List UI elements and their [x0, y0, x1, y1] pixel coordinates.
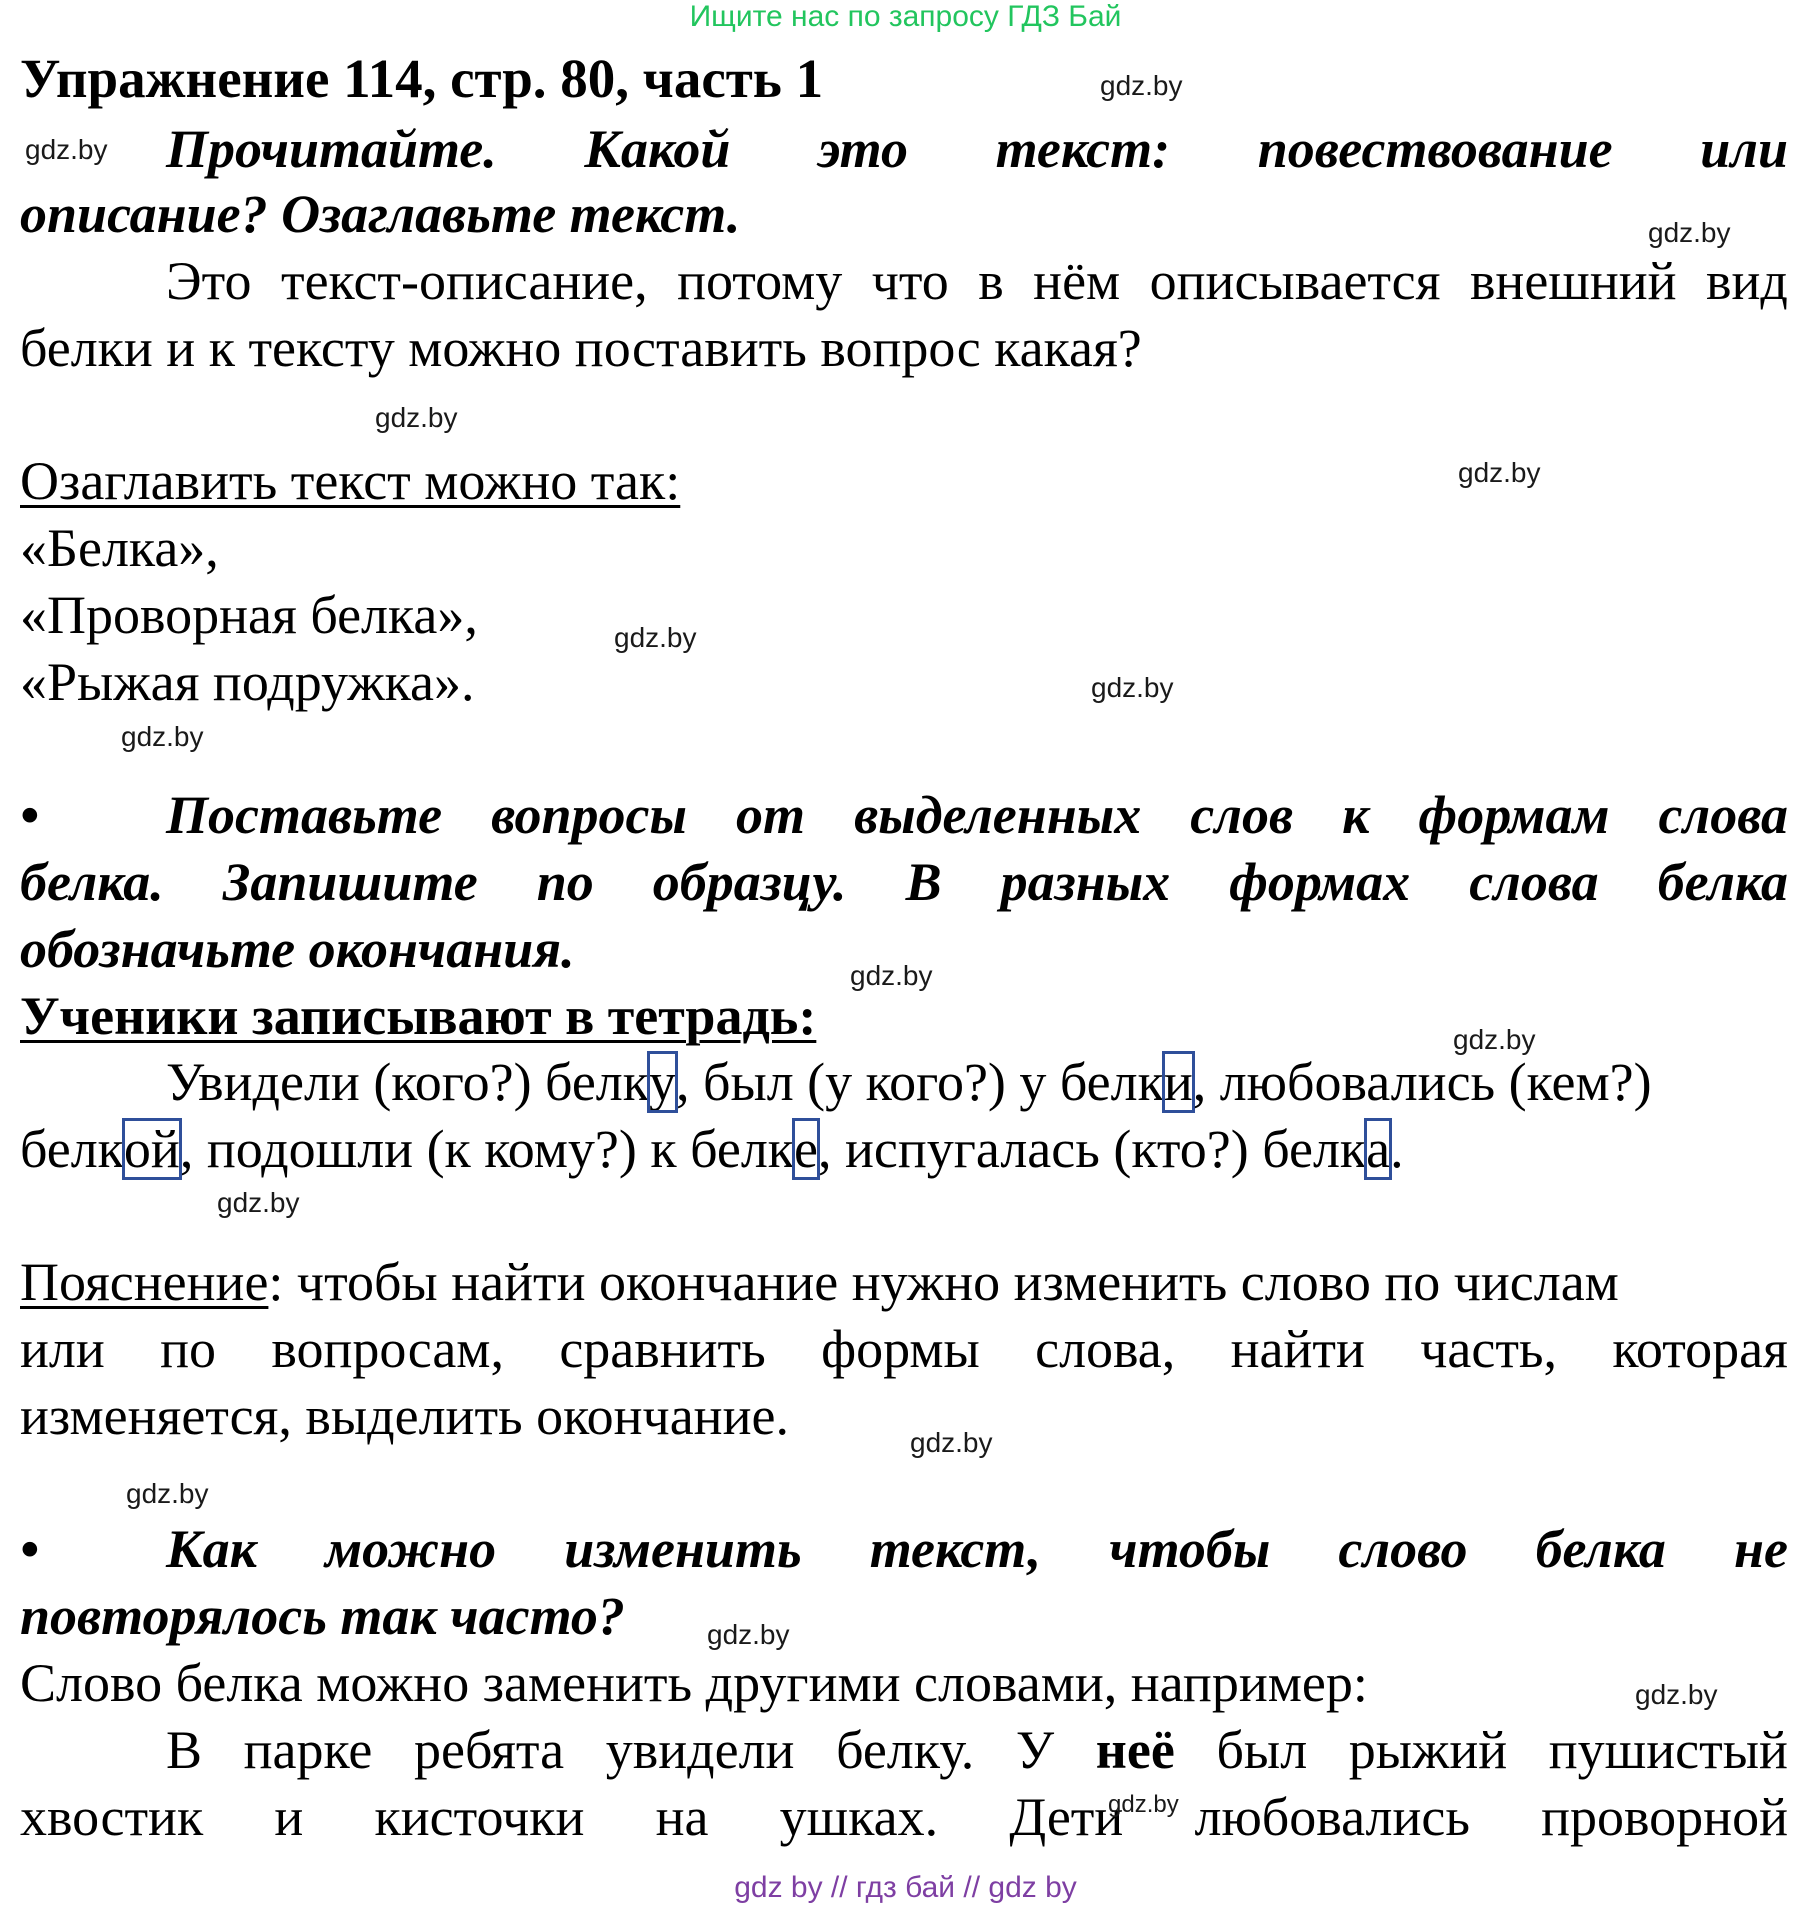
- word: часть,: [1420, 1319, 1558, 1379]
- word: белка.: [20, 852, 164, 912]
- word: слово: [1338, 1519, 1468, 1579]
- word: которая: [1612, 1319, 1788, 1379]
- word: на: [655, 1787, 709, 1847]
- word: увидели: [605, 1720, 795, 1780]
- task2-line2: [20, 849, 1788, 915]
- word: Как: [166, 1519, 257, 1579]
- task2-line1: [166, 782, 1788, 848]
- word: или: [20, 1319, 105, 1379]
- word: по: [536, 852, 594, 912]
- word: белку.: [836, 1720, 975, 1780]
- word: или: [1700, 119, 1788, 179]
- word: образцу.: [652, 852, 847, 912]
- ending-box: а: [1366, 1119, 1391, 1179]
- word: В: [166, 1720, 203, 1780]
- word: слов: [1190, 785, 1294, 845]
- forms-line2: белкой, подошли (к кому?) к белке, испугалась (кто?) белка.: [20, 1119, 1404, 1179]
- word: Это: [166, 251, 252, 311]
- watermark: gdz.by: [217, 1187, 300, 1218]
- word: и: [274, 1787, 304, 1847]
- word: парке: [243, 1720, 373, 1780]
- word: выделенных: [854, 785, 1142, 845]
- word: изменить: [564, 1519, 802, 1579]
- task3-line1: [166, 1516, 1788, 1582]
- task3-line2: повторялось так часто?: [20, 1586, 625, 1646]
- answer3-line2: [20, 1717, 1788, 1783]
- word: текст,: [869, 1519, 1042, 1579]
- watermark: gdz.by: [1635, 1679, 1718, 1710]
- title-option-3: «Рыжая подружка».: [20, 652, 475, 712]
- word: белка: [1535, 1519, 1666, 1579]
- word: Какой: [584, 119, 731, 179]
- word: В: [905, 852, 942, 912]
- word: можно: [325, 1519, 497, 1579]
- word: слова: [1469, 852, 1599, 912]
- word: вопросам,: [271, 1319, 504, 1379]
- word: нём: [1033, 251, 1121, 311]
- title-option-2: «Проворная белка»,: [20, 585, 478, 645]
- notebook-header: Ученики записывают в тетрадь:: [20, 986, 817, 1046]
- word: не: [1733, 1519, 1788, 1579]
- ending-box: е: [794, 1119, 818, 1179]
- watermark: gdz.by: [850, 960, 933, 991]
- word: вопросы: [491, 785, 687, 845]
- explanation-label: Пояснение: [20, 1252, 269, 1312]
- word: Поставьте: [166, 785, 443, 845]
- explanation-line1: Пояснение: чтобы найти окончание нужно изменить слово по числам: [20, 1252, 1619, 1312]
- bullet-2: •: [20, 1519, 39, 1579]
- watermark: gdz.by: [1091, 672, 1174, 703]
- word: был: [1216, 1720, 1308, 1780]
- watermark: gdz.by: [614, 622, 697, 653]
- word: разных: [1000, 852, 1171, 912]
- word: Запишите: [222, 852, 478, 912]
- word: любовались: [1194, 1787, 1470, 1847]
- watermark: gdz.by: [1108, 1791, 1179, 1818]
- forms-line1: Увидели (кого?) белку, был (у кого?) у белки, любовались (кем?): [166, 1052, 1652, 1112]
- word: по: [160, 1319, 216, 1379]
- watermark: gdz.by: [1453, 1024, 1536, 1055]
- word: найти: [1230, 1319, 1365, 1379]
- titles-header: Озаглавить текст можно так:: [20, 451, 681, 511]
- word: это: [817, 119, 908, 179]
- word: к: [1342, 785, 1370, 845]
- word: вид: [1706, 251, 1788, 311]
- bottom-banner: gdz by // гдз бай // gdz by: [734, 1871, 1077, 1904]
- word: от: [736, 785, 806, 845]
- word: пушистый: [1548, 1720, 1788, 1780]
- answer1-line2: белки и к тексту можно поставить вопрос какая?: [20, 318, 1142, 378]
- word: слова,: [1035, 1319, 1176, 1379]
- task1-line1: [20, 116, 1788, 182]
- word: текст-описание,: [280, 251, 648, 311]
- task2-line3: обозначьте окончания.: [20, 919, 575, 979]
- task1-line2: описание? Озаглавьте текст.: [20, 184, 741, 244]
- word: кисточки: [374, 1787, 585, 1847]
- watermark: gdz.by: [375, 402, 458, 433]
- watermark: gdz.by: [1100, 70, 1183, 101]
- word: текст:: [995, 119, 1171, 179]
- bullet-1: •: [20, 785, 39, 845]
- watermark: gdz.by: [707, 1619, 790, 1650]
- word: формах: [1229, 852, 1411, 912]
- ending-box: и: [1163, 1052, 1193, 1112]
- watermark: gdz.by: [910, 1427, 993, 1458]
- word: сравнить: [559, 1319, 766, 1379]
- word: что: [871, 251, 949, 311]
- answer3-line1: Слово белка можно заменить другими словами, например:: [20, 1653, 1368, 1713]
- word: ребята: [413, 1720, 565, 1780]
- ending-box: у: [648, 1052, 676, 1112]
- watermark: gdz.by: [1458, 457, 1541, 488]
- watermark: gdz.by: [126, 1478, 209, 1509]
- word: хвостик: [20, 1787, 204, 1847]
- top-banner: Ищите нас по запросу ГДЗ Бай: [689, 0, 1122, 33]
- document-page: [20, 0, 1788, 1911]
- word: слова: [1658, 785, 1788, 845]
- watermark: gdz.by: [25, 134, 108, 165]
- word: внешний: [1469, 251, 1677, 311]
- watermark: gdz.by: [121, 721, 204, 752]
- word: Прочитайте.: [166, 119, 497, 179]
- word: описывается: [1149, 251, 1441, 311]
- word: в: [978, 251, 1004, 311]
- bold-word: неё: [1095, 1720, 1175, 1780]
- explanation-line3: изменяется, выделить окончание.: [20, 1386, 789, 1446]
- word: рыжий: [1348, 1720, 1508, 1780]
- word: У: [1015, 1720, 1055, 1780]
- word: формам: [1418, 785, 1610, 845]
- watermark: gdz.by: [1648, 217, 1731, 248]
- page-title: Упражнение 114, стр. 80, часть 1: [20, 48, 824, 109]
- word: чтобы: [1109, 1519, 1271, 1579]
- word: белка: [1657, 852, 1788, 912]
- word: повествование: [1257, 119, 1613, 179]
- word: проворной: [1541, 1787, 1788, 1847]
- word: Дети: [1009, 1787, 1124, 1847]
- title-option-1: «Белка»,: [20, 518, 219, 578]
- word: формы: [821, 1319, 980, 1379]
- explanation-line2: [20, 1316, 1788, 1382]
- ending-box: ой: [123, 1119, 180, 1179]
- word: ушках.: [779, 1787, 939, 1847]
- answer1-line1: [20, 248, 1788, 314]
- word: потому: [677, 251, 843, 311]
- answer3-line3: [20, 1784, 1788, 1850]
